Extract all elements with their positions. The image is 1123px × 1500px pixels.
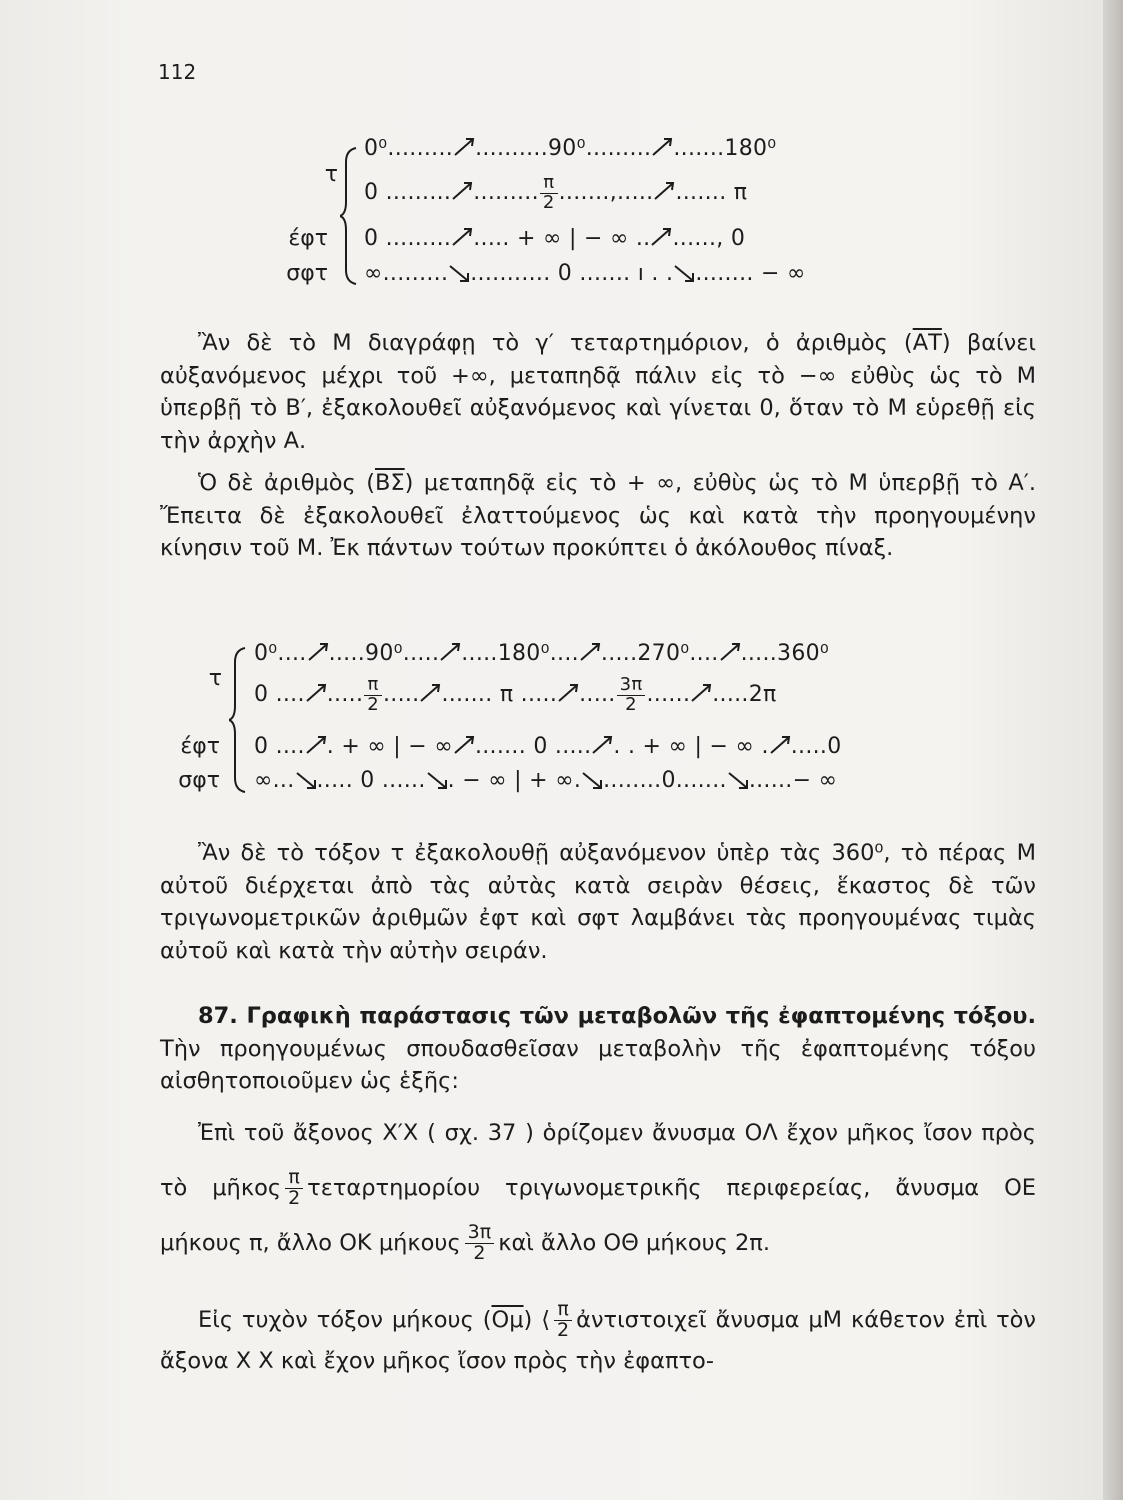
cell: .......180⁰ bbox=[673, 136, 777, 161]
table2-row-eft bbox=[254, 734, 842, 759]
text: ἀντιστοιχεῖ ἄνυσμα μΜ κάθετον ἐπὶ τὸν ἄξονα Χ Χ καὶ ἔχον μῆκος ἴσον πρὸς τὴν ἐφαπτο- bbox=[160, 1307, 1036, 1374]
cell: 0⁰.... bbox=[254, 641, 307, 666]
cell: 0 .... bbox=[254, 734, 305, 759]
table1-row-tau-radians bbox=[364, 174, 747, 213]
cell: 0 ......... bbox=[364, 226, 452, 251]
text: ) ⟨ bbox=[523, 1307, 551, 1333]
paragraph-3 bbox=[160, 837, 1036, 967]
fraction-3pi-over-2 bbox=[617, 676, 646, 715]
text: Εἰς τυχὸν τόξον μήκους ( bbox=[198, 1307, 492, 1333]
paragraph-5 bbox=[160, 1300, 1036, 1381]
increasing-arrow-icon bbox=[453, 735, 475, 755]
cell: ..... bbox=[326, 682, 364, 708]
cell: ....... 0 ..... bbox=[474, 734, 592, 759]
cell: . + ∞ | − ∞ bbox=[326, 734, 453, 759]
table2-row-tau-degrees bbox=[254, 641, 829, 666]
cell: .....360⁰ bbox=[740, 641, 830, 666]
fraction-numerator: 3π bbox=[465, 1223, 495, 1244]
left-brace bbox=[229, 646, 249, 794]
fraction-denominator: 2 bbox=[625, 693, 637, 715]
increasing-arrow-icon bbox=[451, 181, 473, 201]
fraction-denominator: 2 bbox=[288, 1187, 301, 1209]
increasing-arrow-icon bbox=[305, 735, 327, 755]
fraction-pi-over-2 bbox=[364, 676, 382, 715]
fraction-denominator: 2 bbox=[473, 1242, 486, 1264]
fraction-pi-over-2 bbox=[285, 1168, 303, 1209]
cell: .....2π bbox=[712, 682, 777, 708]
cell: ..... + ∞ | − ∞ .. bbox=[473, 226, 651, 251]
cell: ..... bbox=[579, 682, 616, 708]
label-tau: τ bbox=[324, 162, 338, 187]
increasing-arrow-icon bbox=[651, 137, 673, 157]
label-sft: σφτ bbox=[178, 768, 220, 793]
fraction-denominator: 2 bbox=[557, 1319, 570, 1341]
label-eft: έφτ bbox=[180, 734, 220, 759]
increasing-arrow-icon bbox=[579, 642, 601, 662]
cell: 0⁰......... bbox=[364, 136, 454, 161]
fraction-pi-over-2 bbox=[540, 174, 558, 213]
increasing-arrow-icon bbox=[719, 642, 741, 662]
cell: .....90⁰..... bbox=[328, 641, 440, 666]
table1-row-sft bbox=[364, 261, 806, 286]
increasing-arrow-icon bbox=[690, 683, 712, 703]
increasing-arrow-icon bbox=[453, 137, 475, 157]
fraction-pi-over-2 bbox=[554, 1300, 572, 1341]
cell: ∞......... bbox=[364, 261, 449, 286]
label-tau: τ bbox=[208, 666, 222, 691]
text: Ἂν δὲ τὸ Μ διαγράφῃ τὸ γ′ τεταρτημόριον, ὁ ἀριθμὸς ( bbox=[198, 330, 913, 356]
fraction-3pi-over-2 bbox=[465, 1223, 495, 1264]
table1-row-eft bbox=[364, 226, 745, 251]
decreasing-arrow-icon bbox=[295, 769, 317, 789]
increasing-arrow-icon bbox=[307, 642, 329, 662]
paragraph-2 bbox=[160, 467, 1036, 565]
decreasing-arrow-icon bbox=[426, 769, 448, 789]
decreasing-arrow-icon bbox=[727, 769, 749, 789]
increasing-arrow-icon bbox=[557, 683, 579, 703]
cell: ......... bbox=[473, 180, 539, 206]
table2-row-tau-radians bbox=[254, 676, 777, 715]
paragraph-4 bbox=[160, 1106, 1036, 1271]
section-87 bbox=[160, 1000, 1036, 1098]
text: καὶ ἄλλο ΟΘ μήκους 2π. bbox=[498, 1230, 770, 1256]
cell: ..........90⁰......... bbox=[475, 136, 652, 161]
fraction-numerator: π bbox=[364, 676, 382, 696]
overlined-Om: $\overline{O\mu}$ bbox=[491, 1307, 524, 1333]
cell: ....... π bbox=[675, 180, 748, 206]
overlined-BS: $\overline{B\Sigma}$ bbox=[375, 470, 405, 496]
decreasing-arrow-icon bbox=[673, 262, 695, 282]
text: Ἐπὶ τοῦ ἄξονος Χ′Χ ( σχ. 37 ) ὁρίζομεν ἄνυσμα ΟΛ ἔχον μῆκος ἴσον πρὸς τὸ μῆκος bbox=[160, 1120, 1036, 1201]
text: τεταρτημορίου τριγωνομετρικῆς περιφερείας, ἄνυσμα ΟΕ μήκους π, ἄλλο ΟΚ μήκους bbox=[160, 1175, 1036, 1256]
fraction-numerator: π bbox=[285, 1168, 303, 1189]
cell: ..... 0 ...... bbox=[316, 768, 426, 793]
text: ) βαίνει αὐξανόμενος μέχρι τοῦ +∞, μεταπηδᾷ πάλιν εἰς τὸ −∞ εὐθὺς ὡς τὸ Μ ὑπερβῇ τὸ Β′, ἐξακολουθεῖ αὐξανόμενος καὶ γίνεται 0, ὅταν τὸ Μ εὑρεθῇ εἰς τὴν ἀρχὴν Α. bbox=[160, 330, 1036, 454]
section-text: Τὴν προηγουμένως σπουδασθεῖσαν μεταβολὴν τῆς ἐφαπτομένης τόξου αἰσθητοποιοῦμεν ὡς ἑξῆς: bbox=[160, 1035, 1036, 1094]
cell: 0 .... bbox=[254, 682, 305, 708]
cell: .......,..... bbox=[558, 180, 654, 206]
label-eft: έφτ bbox=[288, 226, 328, 251]
text: Ἂν δὲ τὸ τόξον τ ἐξακολουθῇ αὐξανόμενον ὑπὲρ τὰς 360⁰, τὸ πέρας Μ αὐτοῦ διέρχεται ἀπὸ τὰς αὐτὰς κατὰ σειρὰν θέσεις, ἕκαστος δὲ τῶν τριγωνομετρικῶν ἀριθμῶν ἐφτ καὶ σφτ λαμβάνει τὰς προηγουμένας τιμὰς αὐτοῦ καὶ κατὰ τὴν αὐτὴν σειράν. bbox=[160, 840, 1036, 964]
increasing-arrow-icon bbox=[769, 735, 791, 755]
section-heading: 87. Γραφικὴ παράστασις τῶν μεταβολῶν τῆς ἐφαπτομένης τόξου. bbox=[198, 1003, 1036, 1029]
cell: ........0....... bbox=[603, 768, 727, 793]
cell: ....... π ..... bbox=[441, 682, 558, 708]
increasing-arrow-icon bbox=[439, 642, 461, 662]
page-number: 112 bbox=[158, 60, 197, 84]
increasing-arrow-icon bbox=[650, 227, 672, 247]
fraction-numerator: π bbox=[540, 174, 558, 194]
increasing-arrow-icon bbox=[305, 683, 327, 703]
cell: .....270⁰.... bbox=[600, 641, 719, 666]
fraction-numerator: π bbox=[554, 1300, 572, 1321]
cell: .....180⁰.... bbox=[461, 641, 579, 666]
cell: . . + ∞ | − ∞ . bbox=[613, 734, 769, 759]
fraction-denominator: 2 bbox=[542, 191, 555, 213]
cell: ...... bbox=[646, 682, 691, 708]
paragraph-1 bbox=[160, 327, 1036, 457]
table1-row-tau-degrees bbox=[364, 136, 776, 161]
cell: 0 ......... bbox=[364, 180, 452, 206]
cell: . − ∞ | + ∞. bbox=[447, 768, 582, 793]
overlined-AT: $\overline{AT}$ bbox=[912, 330, 942, 356]
increasing-arrow-icon bbox=[451, 227, 473, 247]
fraction-denominator: 2 bbox=[367, 693, 379, 715]
text: ) μεταπηδᾷ εἰς τὸ + ∞, εὐθὺς ὡς τὸ Μ ὑπερβῇ τὸ Α′. Ἔπειτα δὲ ἐξακολουθεῖ ἐλαττούμενος ὡς καὶ κατὰ τὴν προηγουμένην κίνησιν τοῦ Μ. Ἐκ πάντων τούτων προκύπτει ὁ ἀκόλουθος πίναξ. bbox=[160, 470, 1036, 561]
cell: ......, 0 bbox=[672, 226, 746, 251]
cell: ........... 0 ....... ı . . bbox=[470, 261, 674, 286]
label-sft: σφτ bbox=[286, 261, 328, 286]
increasing-arrow-icon bbox=[419, 683, 441, 703]
increasing-arrow-icon bbox=[653, 181, 675, 201]
decreasing-arrow-icon bbox=[448, 262, 470, 282]
fraction-numerator: 3π bbox=[617, 676, 646, 696]
increasing-arrow-icon bbox=[591, 735, 613, 755]
table2-row-sft bbox=[254, 768, 837, 793]
cell: ......− ∞ bbox=[748, 768, 838, 793]
cell: .....0 bbox=[790, 734, 842, 759]
cell: ........ − ∞ bbox=[695, 261, 806, 286]
left-brace bbox=[340, 146, 360, 286]
decreasing-arrow-icon bbox=[581, 769, 603, 789]
cell: ∞... bbox=[254, 768, 295, 793]
text: Ὁ δὲ ἀριθμὸς ( bbox=[198, 470, 375, 496]
page-edge-shadow bbox=[1103, 0, 1123, 1500]
cell: ..... bbox=[383, 682, 420, 708]
